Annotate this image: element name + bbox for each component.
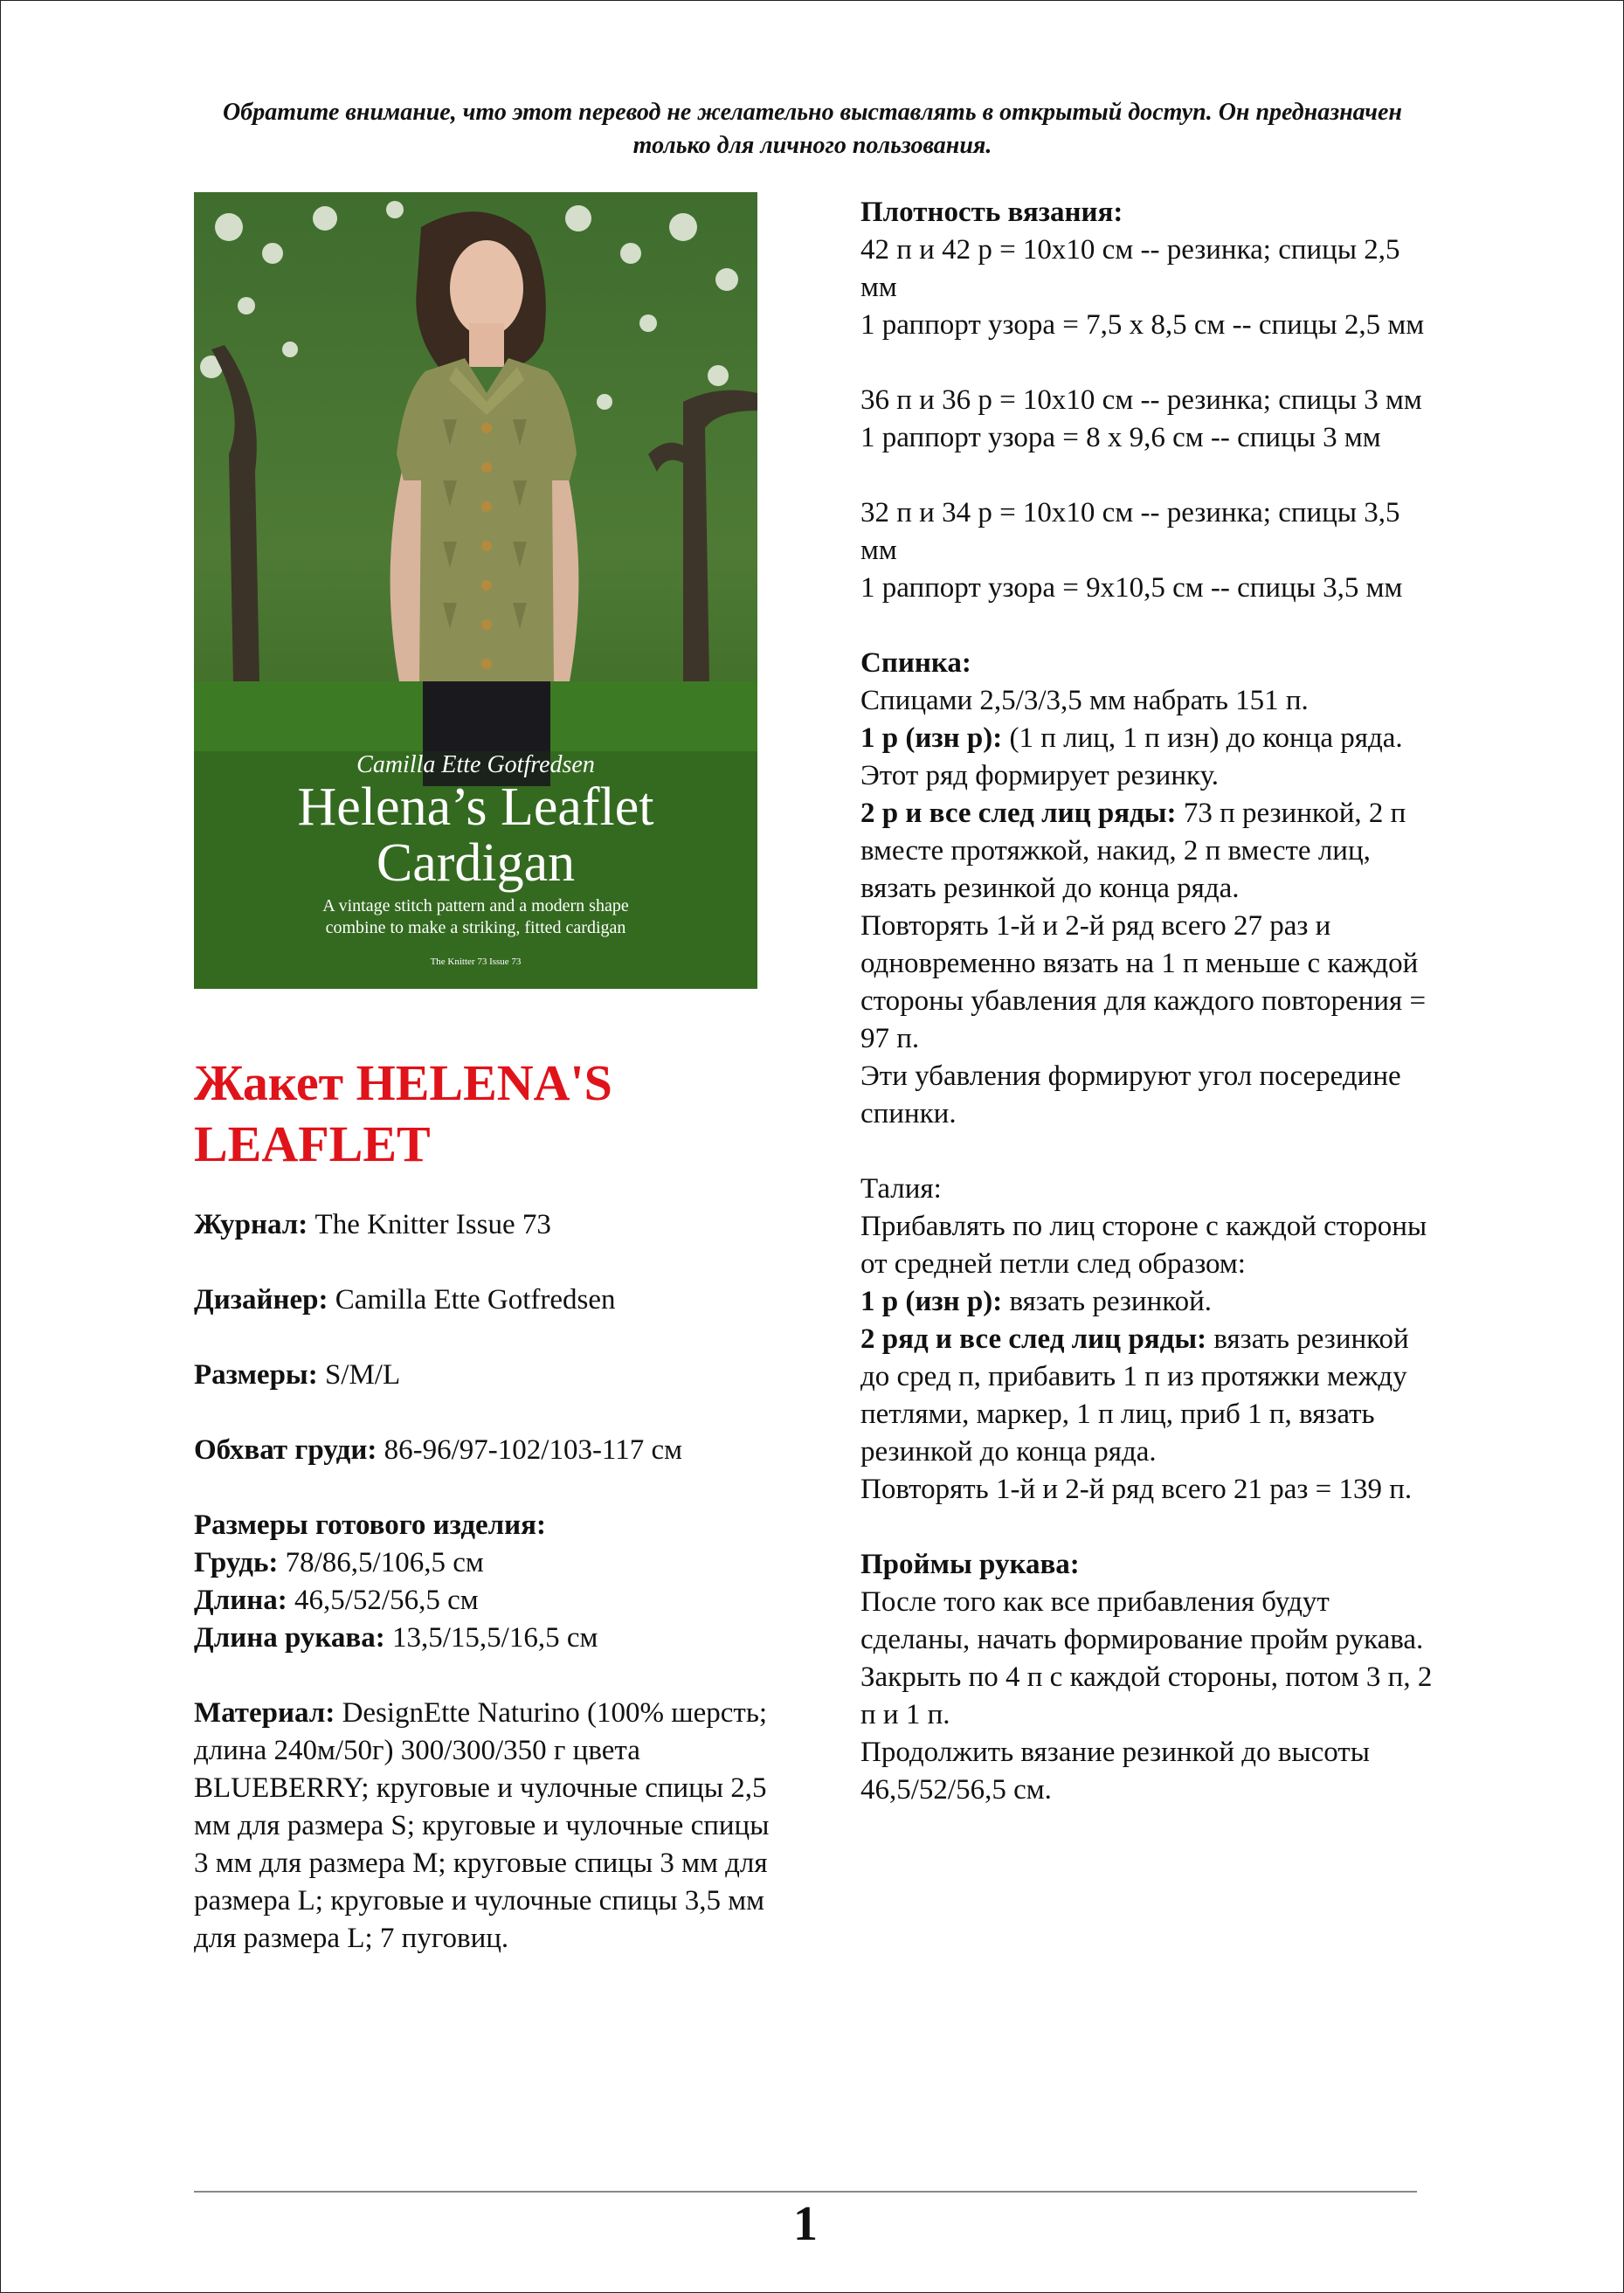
back-row-1-text: (1 п лиц, 1 п изн) до конца ряда. (1002, 722, 1403, 754)
waist-row-1-text: вязать резинкой. (1002, 1286, 1213, 1317)
material-value: DesignEtte Naturino (100% шерсть; длина 240м/50г) 300/300/350 г цвета BLUEBERRY; круговые и чулочные спицы 2,5 мм для размера S; круговые и чулочные спицы 3 мм для размера M; круговые спицы 3 мм для размера L; круговые и чулочные спицы 3,5 мм для размера L; 7 пуговиц. (194, 1697, 770, 1954)
cover-subtitle-line-2: combine to make a striking, fitted cardigan (325, 918, 626, 937)
gauge-heading (860, 194, 1437, 231)
bust-value: 78/86,5/106,5 см (278, 1547, 484, 1578)
back-angle-note: Эти убавления формируют угол посередине спинки. (860, 1060, 1401, 1129)
waist-heading: Талия: (860, 1173, 942, 1205)
armholes-heading-text: Проймы рукава: (860, 1549, 1080, 1580)
length-label: Длина: (194, 1585, 287, 1616)
waist-row-1 (860, 1283, 1437, 1321)
gauge-line: 1 раппорт узора = 9х10,5 см -- спицы 3,5 мм (860, 572, 1403, 604)
pattern-instructions (860, 194, 1437, 1809)
magazine-value: The Knitter Issue 73 (308, 1209, 551, 1240)
page-number: 1 (793, 2197, 818, 2251)
translation-notice: Обратите внимание, что этот перевод не желательно выставлять в открытый доступ. Он предназначен только для личного пользования. (223, 99, 1402, 159)
back-row-1 (860, 720, 1437, 757)
material-label: Материал: (194, 1697, 335, 1729)
back-cast-on: Спицами 2,5/3/3,5 мм набрать 151 п. (860, 685, 1309, 716)
chest-label: Обхват груди: (194, 1434, 377, 1466)
cover-subtitle (194, 895, 757, 939)
sizes-line (194, 1357, 788, 1394)
waist-repeat: Повторять 1-й и 2-й ряд всего 21 раз = 139 п. (860, 1474, 1413, 1505)
designer-value: Camilla Ette Gotfredsen (328, 1284, 616, 1316)
chest-value: 86-96/97-102/103-117 см (377, 1434, 682, 1466)
sleeve-line (194, 1620, 788, 1657)
gauge-line: 42 п и 42 р = 10х10 см -- резинка; спицы 2,5 мм (860, 234, 1400, 303)
length-value: 46,5/52/56,5 см (287, 1585, 479, 1616)
armholes-intro: После того как все прибавления будут сделаны, начать формирование пройм рукава. (860, 1586, 1424, 1655)
gauge-line: 1 раппорт узора = 7,5 х 8,5 см -- спицы 2,5 мм (860, 309, 1425, 341)
gauge-line: 32 п и 34 р = 10х10 см -- резинка; спицы 3,5 мм (860, 497, 1400, 566)
sleeve-label: Длина рукава: (194, 1622, 385, 1654)
back-heading-text: Спинка: (860, 647, 971, 679)
gauge-heading-text: Плотность вязания: (860, 197, 1123, 228)
cover-author: Camilla Ette Gotfredsen (356, 751, 595, 778)
back-row-2-text: 73 п резинкой, 2 п вместе протяжкой, накид, 2 п вместе лиц, вязать резинкой до конца ряда. (860, 798, 1406, 904)
sizes-label: Размеры: (194, 1359, 318, 1391)
sizes-value: S/M/L (317, 1359, 401, 1391)
designer-line (194, 1281, 788, 1319)
cover-issue-footer: The Knitter 73 Issue 73 (430, 957, 522, 967)
length-line (194, 1582, 788, 1620)
magazine-line (194, 1206, 788, 1244)
armholes-bind-off: Закрыть по 4 п с каждой стороны, потом 3 п, 2 п и 1 п. (860, 1661, 1433, 1730)
finished-measurements-heading (194, 1507, 788, 1544)
chest-line (194, 1432, 788, 1469)
waist-row-1-label: 1 р (изн р): (860, 1286, 1003, 1317)
footer-divider (194, 2191, 1417, 2193)
waist-row-2-text: вязать резинкой до сред п, прибавить 1 п из протяжки между петлями, маркер, 1 п лиц, приб 1 п, вязать резинкой до конца ряда. (860, 1323, 1409, 1468)
cover-photo (194, 192, 757, 989)
waist-row-2 (860, 1321, 1437, 1471)
back-row-1-label: 1 р (изн р): (860, 722, 1003, 754)
back-row-2 (860, 795, 1437, 908)
waist-intro: Прибавлять по лиц стороне с каждой стороны от средней петли след образом: (860, 1211, 1427, 1280)
back-row-2-label: 2 р и все след лиц ряды: (860, 798, 1177, 829)
back-heading (860, 645, 1437, 682)
cover-title-line-1: Helena’s Leaflet (297, 777, 654, 837)
cover-title-line-2: Cardigan (376, 833, 576, 893)
pattern-details (194, 1053, 788, 1958)
gauge-line: 36 п и 36 р = 10х10 см -- резинка; спицы 3 мм (860, 384, 1422, 416)
waist-row-2-label: 2 ряд и все след лиц ряды: (860, 1323, 1207, 1355)
bust-label: Грудь: (194, 1547, 279, 1578)
finished-heading-text: Размеры готового изделия: (194, 1509, 547, 1541)
cover-title (194, 779, 757, 891)
magazine-label: Журнал: (194, 1209, 308, 1240)
back-row-1-note: Этот ряд формирует резинку. (860, 760, 1220, 791)
pattern-title: Жакет HELENA'S LEAFLET (194, 1054, 612, 1172)
designer-label: Дизайнер: (194, 1284, 328, 1316)
sleeve-value: 13,5/15,5/16,5 см (384, 1622, 598, 1654)
armholes-continue: Продолжить вязание резинкой до высоты 46,5/52/56,5 см. (860, 1737, 1370, 1806)
material-line (194, 1695, 788, 1958)
armholes-heading (860, 1546, 1437, 1584)
cover-subtitle-line-1: A vintage stitch pattern and a modern shape (322, 896, 629, 915)
bust-line (194, 1544, 788, 1582)
back-repeat: Повторять 1-й и 2-й ряд всего 27 раз и одновременно вязать на 1 п меньше с каждой стороны убавления для каждого повторения = 97 п. (860, 910, 1427, 1054)
gauge-line: 1 раппорт узора = 8 х 9,6 см -- спицы 3 мм (860, 422, 1381, 453)
